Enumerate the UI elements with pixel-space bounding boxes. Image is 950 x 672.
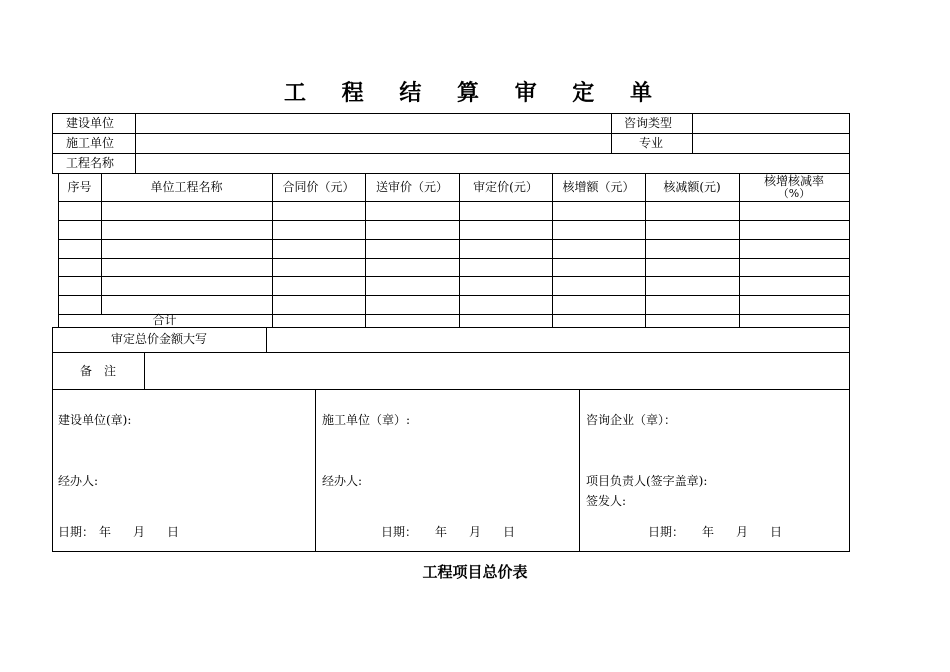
footer-title: 工程项目总价表 — [422, 563, 528, 581]
owner-handler-label: 经办人: — [58, 474, 99, 488]
contractor-handler-label: 经办人: — [322, 474, 363, 488]
col-header-decrease: 核减额(元) — [663, 180, 721, 194]
total-amount-label: 审定总价金额大写 — [110, 332, 207, 346]
col-header-rate-unit: （%） — [777, 187, 811, 200]
contractor-label: 施工单位 — [66, 136, 115, 150]
remarks-label: 备 注 — [79, 364, 116, 378]
specialty-label: 专业 — [639, 136, 664, 150]
project-name-label: 工程名称 — [66, 156, 115, 170]
col-header-increase: 核增额（元） — [562, 180, 635, 194]
consult-type-label: 咨询类型 — [624, 116, 673, 130]
issuer-label: 签发人: — [586, 494, 627, 508]
contractor-seal-label: 施工单位（章）: — [322, 413, 411, 427]
project-lead-label: 项目负责人(签字盖章): — [586, 474, 708, 488]
document-title: 工 程 结 算 审 定 单 — [284, 81, 666, 106]
owner-seal-label: 建设单位(章): — [58, 413, 132, 427]
col-header-approved-price: 审定价(元） — [473, 180, 538, 194]
col-header-contract-price: 合同价（元） — [282, 180, 355, 194]
col-header-index: 序号 — [67, 180, 92, 194]
consultant-seal-label: 咨询企业（章）： — [586, 413, 677, 427]
owner-label: 建设单位 — [66, 116, 115, 130]
total-label: 合计 — [152, 313, 177, 327]
col-header-submitted-price: 送审价（元） — [375, 180, 448, 194]
col-header-rate: 核增核减率 — [763, 174, 824, 188]
col-header-unit-name: 单位工程名称 — [150, 180, 223, 194]
